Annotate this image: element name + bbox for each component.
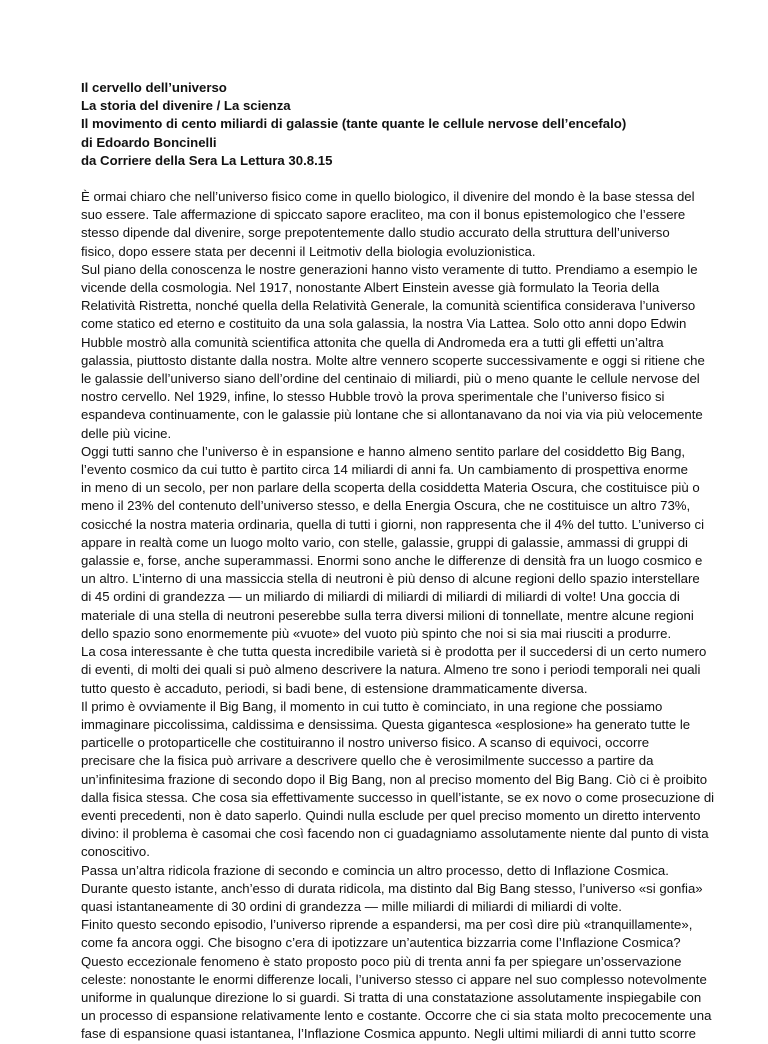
body-line: fase di espansione quasi istantanea, l’Inflazione Cosmica appunto. Negli ultimi miliardi di anni tutto scorre <box>81 1026 697 1042</box>
body-line: nostro cervello. Nel 1929, infine, lo stesso Hubble trovò la prova sperimentale che l’universo fisico si <box>81 389 665 405</box>
header-line: da Corriere della Sera La Lettura 30.8.15 <box>81 152 333 168</box>
body-line: Sul piano della conoscenza le nostre generazioni hanno visto veramente di tutto. Prendiamo a esempio le <box>81 261 698 277</box>
body-line: appare in realtà come un luogo molto vario, con stelle, galassie, gruppi di galassie, ammassi di gruppi di <box>81 534 688 550</box>
body-line: È ormai chiaro che nell’universo fisico come in quello biologico, il divenire del mondo è la base stessa del <box>81 189 695 205</box>
body-line: come statico ed eterno e costituito da una sola galassia, la nostra Via Lattea. Solo otto anni dopo Edwin <box>81 316 687 332</box>
body-line: Relatività Ristretta, nonché quella della Relatività Generale, la comunità scientifica considerava l’universo <box>81 298 696 314</box>
body-line: di 45 ordini di grandezza — un miliardo di miliardi di miliardi di miliardi di miliardi di volte! Una goccia di <box>81 589 680 605</box>
body-line: Passa un’altra ridicola frazione di secondo e comincia un altro processo, detto di Inflazione Cosmica. <box>81 862 669 878</box>
body-line: Hubble mostrò alla comunità scientifica attonita che quella di Andromeda era a tutti gli effetti un’altra <box>81 334 664 350</box>
body-line: di eventi, di molti dei quali si può almeno descrivere la natura. Almeno tre sono i periodi temporali nei quali <box>81 662 701 678</box>
body-line: immaginare piccolissima, caldissima e densissima. Questa gigantesca «esplosione» ha generato tutte le <box>81 716 691 732</box>
body-line: eventi precedenti, non è dato saperlo. Quindi nulla esclude per quel preciso momento un diretto intervento <box>81 807 701 823</box>
body-line: l’evento cosmico da cui tutto è partito circa 14 miliardi di anni fa. Un cambiamento di prospettiva enorme <box>81 462 688 478</box>
body-line: in meno di un secolo, per non parlare della scoperta della cosiddetta Materia Oscura, che costituisce più o <box>81 480 700 496</box>
header-line: La storia del divenire / La scienza <box>81 98 291 114</box>
body-line: cosicché la nostra materia ordinaria, quella di tutti i giorni, non rappresenta che il 4% del tutto. L’universo ci <box>81 516 705 532</box>
article-body <box>81 188 728 1044</box>
header-spacer <box>81 170 728 188</box>
body-line: un altro. L’interno di una massiccia stella di neutroni è più denso di alcune regioni dello spazio interstellare <box>81 571 700 587</box>
body-line: come fa ancora oggi. Che bisogno c’era di ipotizzare un’autentica bizzarria come l’Inflazione Cosmica? <box>81 935 681 951</box>
body-line: vicende della cosmologia. Nel 1917, nonostante Albert Einstein avesse già formulato la Teoria della <box>81 280 660 296</box>
header-line: di Edoardo Boncinelli <box>81 134 217 150</box>
body-line: un’infinitesima frazione di secondo dopo il Big Bang, non al preciso momento del Big Bang. Ciò ci è proibito <box>81 771 708 787</box>
body-line: Durante questo istante, anch’esso di durata ridicola, ma distinto dal Big Bang stesso, l’universo «si gonfia» <box>81 880 703 896</box>
body-line: quasi istantaneamente di 30 ordini di grandezza — mille miliardi di miliardi di miliardi di volte. <box>81 898 622 914</box>
body-line: fisico, dopo essere stata per decenni il Leitmotiv della biologia evoluzionistica. <box>81 243 536 259</box>
body-line: galassia, piuttosto distante dalla nostra. Molte altre vennero scoperte successivamente e oggi si ritiene che <box>81 352 705 368</box>
header-line: Il movimento di cento miliardi di galassie (tante quante le cellule nervose dell’encefalo) <box>81 116 627 132</box>
body-line: precisare che la fisica può arrivare a descrivere quello che è verosimilmente successo a partire da <box>81 753 654 769</box>
body-line: Questo eccezionale fenomeno è stato proposto poco più di trenta anni fa per spiegare un’osservazione <box>81 953 682 969</box>
body-line: stesso dipende dal divenire, sorge prepotentemente dallo studio accurato della struttura dell’universo <box>81 225 670 241</box>
body-line: conoscitivo. <box>81 844 150 860</box>
body-line: uniforme in qualunque direzione lo si guardi. Si tratta di una constatazione assolutamente inspiegabile con <box>81 989 702 1005</box>
document-header <box>81 79 728 170</box>
body-line: Il primo è ovviamente il Big Bang, il momento in cui tutto è cominciato, in una regione che possiamo <box>81 698 663 714</box>
body-line: meno il 23% del contenuto dell’universo stesso, e della Energia Oscura, che ne costituisce un altro 73%, <box>81 498 691 514</box>
body-line: dalla fisica stessa. Che cosa sia effettivamente successo in quell’istante, se ex novo o come prosecuzione di <box>81 789 715 805</box>
body-line: celeste: nonostante le enormi differenze locali, l’universo stesso ci appare nel suo complesso notevolmente <box>81 971 707 987</box>
body-line: divino: il problema è casomai che così facendo non ci guadagniamo assolutamente niente dal punto di vista <box>81 826 709 842</box>
body-line: Oggi tutti sanno che l’universo è in espansione e hanno almeno sentito parlare del cosiddetto Big Bang, <box>81 443 686 459</box>
body-line: La cosa interessante è che tutta questa incredibile varietà si è prodotta per il succedersi di un certo numero <box>81 644 707 660</box>
body-line: Finito questo secondo episodio, l’universo riprende a espandersi, ma per così dire più «tranquillamente», <box>81 917 693 933</box>
body-line: delle più vicine. <box>81 425 172 441</box>
body-line: particelle o protoparticelle che costituiranno il nostro universo fisico. A scanso di equivoci, occorre <box>81 735 650 751</box>
body-line: un processo di espansione relativamente lento e costante. Occorre che ci sia stata molto precocemente una <box>81 1008 712 1024</box>
body-line: suo essere. Tale affermazione di spiccato sapore eracliteo, ma con il bonus epistemologico che l’essere <box>81 207 686 223</box>
body-line: espandeva continuamente, con le galassie più lontane che si allontanavano da noi via via più velocemente <box>81 407 703 423</box>
body-line: tutto questo è accaduto, periodi, si badi bene, di estensione drammaticamente diversa. <box>81 680 588 696</box>
body-line: dello spazio sono enormemente più «vuote» del vuoto più spinto che noi si sia mai riusciti a produrre. <box>81 625 672 641</box>
header-line: Il cervello dell’universo <box>81 80 227 95</box>
body-line: galassie e, forse, anche superammassi. Enormi sono anche le differenze di densità fra un luogo cosmico e <box>81 553 703 569</box>
body-line: le galassie dell’universo siano dell’ordine del centinaio di miliardi, più o meno quante le cellule nervose del <box>81 371 700 387</box>
body-line: materiale di una stella di neutroni peserebbe sulla terra diversi milioni di tonnellate, mentre alcune regioni <box>81 607 694 623</box>
